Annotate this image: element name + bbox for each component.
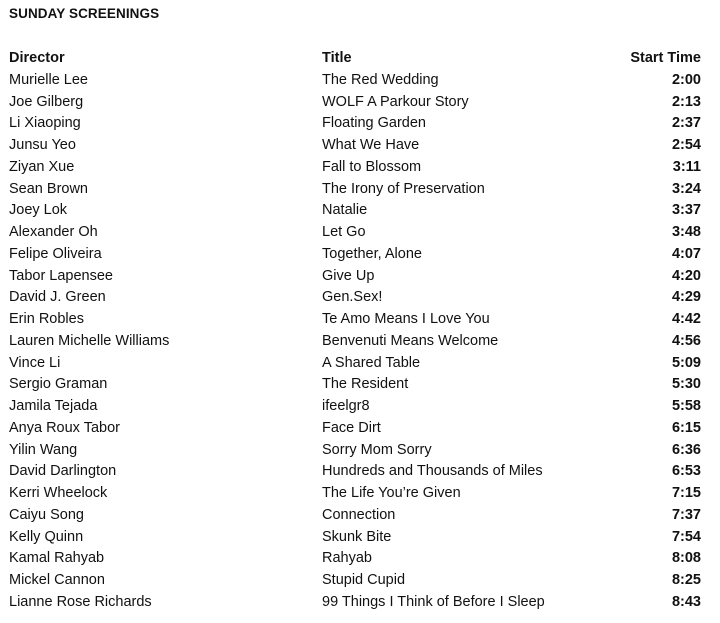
director-cell: Ziyan Xue [9,158,75,175]
start-time-cell: 5:58 [671,398,701,414]
table-row [9,592,701,614]
director-cell: Sergio Graman [9,376,108,393]
director-cell: Caiyu Song [9,506,84,523]
title-cell: Give Up [322,267,375,284]
start-time-cell: 2:13 [671,93,701,110]
table-row [9,440,701,462]
start-time-cell: 8:43 [671,593,701,610]
title-cell: WOLF A Parkour Story [322,93,469,110]
screenings-table [9,48,701,614]
table-body [9,70,701,614]
start-time-cell: 7:54 [671,528,701,545]
director-cell: Mickel Cannon [9,572,105,588]
table-row [9,113,701,135]
start-time-cell: 4:42 [671,311,701,327]
director-cell: Junsu Yeo [9,137,76,153]
title-cell: Rahyab [322,550,372,567]
director-cell: Felipe Oliveira [9,245,102,262]
table-row [9,570,701,592]
start-time-cell: 6:15 [671,419,701,436]
director-cell: David Darlington [9,463,117,480]
director-cell: Tabor Lapensee [9,267,113,284]
table-row [9,157,701,179]
director-cell: David J. Green [9,289,106,306]
start-time-cell: 4:20 [671,267,701,284]
title-cell: Let Go [322,224,366,240]
director-cell: Li Xiaoping [9,115,81,132]
title-cell: Gen.Sex! [322,289,383,306]
start-time-cell: 8:08 [671,550,701,567]
start-time-cell: 3:11 [672,158,701,175]
table-row [9,135,701,157]
start-time-cell: 2:00 [671,71,701,88]
table-row [9,527,701,549]
table-row [9,505,701,527]
title-cell: Face Dirt [322,419,381,436]
start-time-cell: 8:25 [671,572,701,588]
director-cell: Sean Brown [9,180,88,197]
table-row [9,179,701,201]
start-time-cell: 4:29 [671,289,701,306]
table-row [9,374,701,396]
table-row [9,418,701,440]
title-cell: Stupid Cupid [322,572,406,588]
director-cell: Vince Li [9,354,61,371]
start-time-cell: 6:53 [671,463,701,480]
column-header-director: Director [9,50,65,66]
director-cell: Alexander Oh [9,224,98,240]
director-cell: Kelly Quinn [9,528,84,545]
table-row [9,353,701,375]
title-cell: A Shared Table [322,354,421,371]
title-cell: 99 Things I Think of Before I Sleep [322,593,545,610]
start-time-cell: 3:24 [671,180,701,197]
table-row [9,461,701,483]
table-row [9,92,701,114]
start-time-cell: 2:37 [671,115,701,132]
table-row [9,70,701,92]
table-row [9,331,701,353]
start-time-cell: 6:36 [671,441,701,458]
director-cell: Lianne Rose Richards [9,593,152,610]
director-cell: Joe Gilberg [9,93,84,110]
start-time-cell: 5:30 [671,376,701,393]
start-time-cell: 3:48 [671,224,701,240]
title-cell: Fall to Blossom [322,158,422,175]
title-cell: ifeelgr8 [322,398,370,414]
start-time-cell: 7:37 [671,506,701,523]
table-row [9,483,701,505]
table-row [9,266,701,288]
table-row [9,309,701,331]
start-time-cell: 7:15 [671,485,701,501]
director-cell: Joey Lok [9,202,68,219]
table-header-row [9,48,701,70]
title-cell: Floating Garden [322,115,426,132]
director-cell: Kerri Wheelock [9,485,108,501]
director-cell: Erin Robles [9,311,84,327]
title-cell: What We Have [322,137,420,153]
table-row [9,200,701,222]
director-cell: Kamal Rahyab [9,550,105,567]
table-row [9,548,701,570]
director-cell: Anya Roux Tabor [9,419,120,436]
page-title: SUNDAY SCREENINGS [9,6,160,21]
start-time-cell: 5:09 [671,354,701,371]
start-time-cell: 3:37 [671,202,701,219]
table-row [9,244,701,266]
title-cell: Sorry Mom Sorry [322,441,432,458]
title-cell: Hundreds and Thousands of Miles [322,463,543,480]
title-cell: Te Amo Means I Love You [322,311,490,327]
title-cell: The Life You’re Given [322,485,461,501]
start-time-cell: 4:07 [671,245,701,262]
director-cell: Jamila Tejada [9,398,98,414]
director-cell: Lauren Michelle Williams [9,332,170,349]
title-cell: The Resident [322,376,409,393]
title-cell: The Red Wedding [322,71,439,88]
title-cell: Together, Alone [322,245,422,262]
title-cell: Benvenuti Means Welcome [322,332,499,349]
director-cell: Yilin Wang [9,441,78,458]
title-cell: Skunk Bite [322,528,392,545]
title-cell: The Irony of Preservation [322,180,485,197]
column-header-title: Title [322,50,352,66]
start-time-cell: 4:56 [671,332,701,349]
title-cell: Connection [322,506,396,523]
director-cell: Murielle Lee [9,71,88,88]
table-row [9,222,701,244]
table-row [9,396,701,418]
title-cell: Natalie [322,202,368,219]
column-header-start-time: Start Time [630,50,701,66]
table-row [9,287,701,309]
start-time-cell: 2:54 [671,137,701,153]
